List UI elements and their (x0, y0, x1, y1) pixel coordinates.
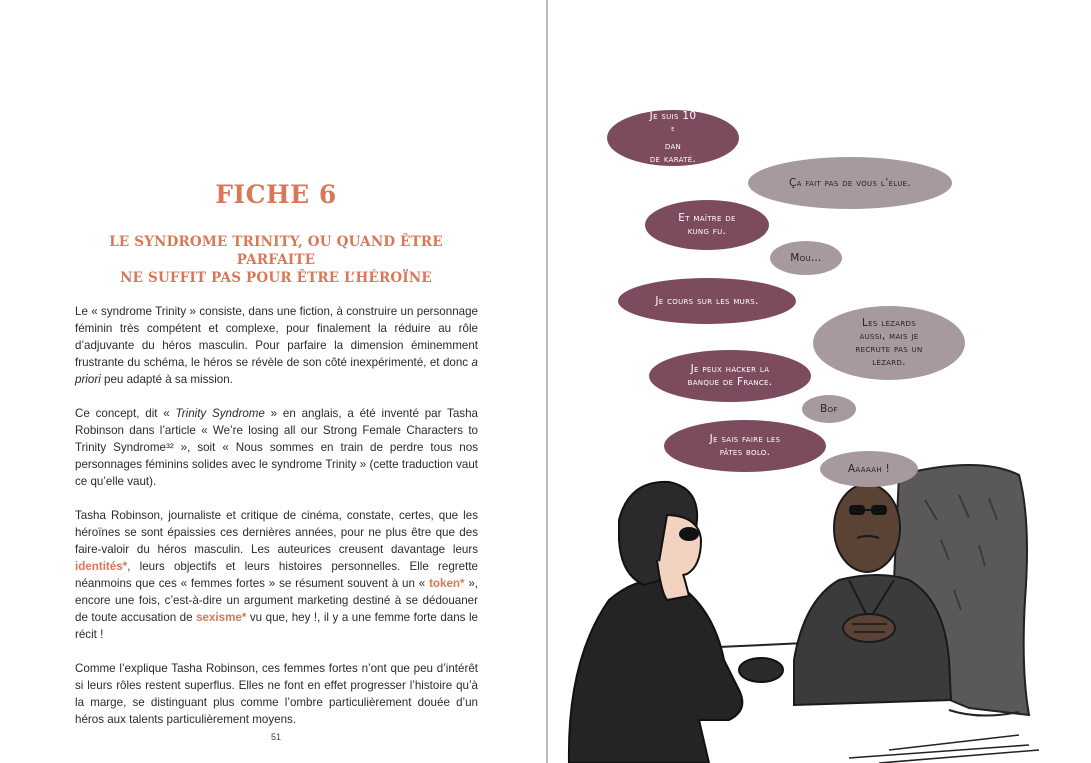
subtitle-line-2: NE SUFFIT PAS POUR ÊTRE L’HÉROÏNE (120, 270, 432, 286)
speech-bubble-9 (664, 420, 826, 472)
page-number: 51 (270, 732, 281, 742)
glossary-link-identites[interactable]: identités* (75, 560, 128, 573)
bubble-text (710, 433, 781, 459)
speech-bubble-8 (802, 395, 856, 423)
glossary-link-sexisme[interactable]: sexisme* (196, 611, 247, 624)
bubble-text (650, 110, 697, 166)
italic-run: a priori (75, 356, 478, 386)
bubble-text (678, 212, 735, 238)
text-run: » en anglais, a été inventé par Tasha Robinson dans l’article « We’re losing all our Strong Female Characters to Trinity Syndrome³² », soit « Nous sommes en train de perdre tous nos personnages féminins solides avec le syndrome Trinity » (cette traduction vaut ce qu’elle vaut). (75, 407, 478, 488)
bubble-line: pâtes bolo. (719, 446, 771, 458)
paragraph-1 (75, 303, 478, 388)
subtitle-line-1: LE SYNDROME TRINITY, OU QUAND ÊTRE PARFAITE (109, 234, 443, 268)
speech-bubble-10 (820, 451, 918, 487)
text-run: », encore une fois, c’est-à-dire un argument marketing destiné à se dédouaner de toute accusation de (75, 577, 479, 624)
bubble-line: Mou… (790, 251, 822, 264)
bubble-superscript: e (671, 125, 675, 134)
bubble-line: Je cours sur les murs. (655, 294, 759, 307)
comic-page (549, 0, 1091, 763)
page-gutter (546, 0, 548, 763)
comic-illustration (549, 0, 1091, 763)
text-run: vu que, hey !, il y a une femme forte dans le récit ! (75, 611, 478, 641)
paragraph-3 (75, 507, 478, 643)
speech-bubble-5 (618, 278, 796, 324)
speech-bubble-3 (645, 200, 769, 250)
bubble-text (688, 363, 773, 389)
floor-lines (849, 735, 1039, 763)
bubble-line: Aaaaah ! (847, 462, 891, 475)
left-page (0, 0, 545, 763)
neo-coat (569, 580, 742, 763)
bubble-line: dan (664, 139, 682, 152)
text-run: peu adapté à sa mission. (100, 373, 233, 386)
morpheus-sunglasses-right (871, 505, 887, 515)
bubble-line: kung fu. (687, 225, 727, 237)
bubble-line: Je suis 10 (649, 110, 697, 123)
speech-bubble-2 (748, 157, 952, 209)
bubble-line: banque de France. (687, 376, 773, 388)
bubble-line: Je sais faire les (709, 433, 781, 445)
speech-bubble-1 (607, 110, 739, 166)
text-run: Tasha Robinson, journaliste et critique de cinéma, constate, certes, que les héroïnes se sont épaissies ces dernières années, pour ne plus être que des faire-valoir du héros masculin. Les auteurices creusent davantage leurs (75, 509, 478, 556)
bubble-line: Bof (820, 402, 838, 415)
bubble-line: aussi, mais je (859, 330, 919, 342)
morpheus-sunglasses-left (849, 505, 865, 515)
bubble-line: recrute pas un (855, 343, 923, 355)
bubble-text (855, 317, 922, 369)
morpheus-head (834, 484, 900, 572)
body-text (75, 303, 478, 745)
bubble-line: lézard. (872, 356, 906, 368)
bubble-line: Les lézards (862, 317, 916, 329)
text-run: Ce concept, dit « (75, 407, 176, 420)
morpheus-hands (843, 614, 895, 642)
chapter-title: FICHE 6 (215, 180, 337, 209)
bubble-line: Je peux hacker la (690, 363, 770, 375)
speech-bubble-4 (770, 241, 842, 275)
paragraph-2 (75, 405, 478, 490)
bubble-line: Ça fait pas de vous l’élue. (788, 176, 912, 189)
neo-gloves (739, 658, 783, 682)
bubble-line: de karaté. (649, 152, 697, 165)
neo-sunglasses (679, 527, 699, 541)
text-run: , leurs objectifs et leurs histoires personnelles. Elle regrette néanmoins que ces « femmes fortes » se résument souvent à un « (75, 560, 478, 590)
italic-run: Trinity Syndrome (175, 407, 265, 420)
paragraph-4: Comme l’explique Tasha Robinson, ces femmes fortes n’ont que peu d’intérêt si leurs rôles restent superflus. Elles ne font en effet progresser l’histoire qu’à la marge, se distinguant plus comme l’ombre particulièrement douée d’un héros aux talents particulièrement moyens. (75, 662, 478, 726)
text-run: Le « syndrome Trinity » consiste, dans une fiction, à construire un personnage féminin très compétent et complexe, pour finalement la réduire au rôle d’adjuvante du héros masculin. Pour parfaire la dimension éminemment frustrante du schéma, le héros se révèle de son côté inexpérimenté, et donc (75, 305, 478, 369)
speech-bubble-6 (813, 306, 965, 380)
glossary-link-token[interactable]: token* (429, 577, 465, 590)
speech-bubble-7 (649, 350, 811, 402)
bubble-line: Et maître de (678, 212, 736, 224)
chapter-subtitle (80, 233, 472, 287)
